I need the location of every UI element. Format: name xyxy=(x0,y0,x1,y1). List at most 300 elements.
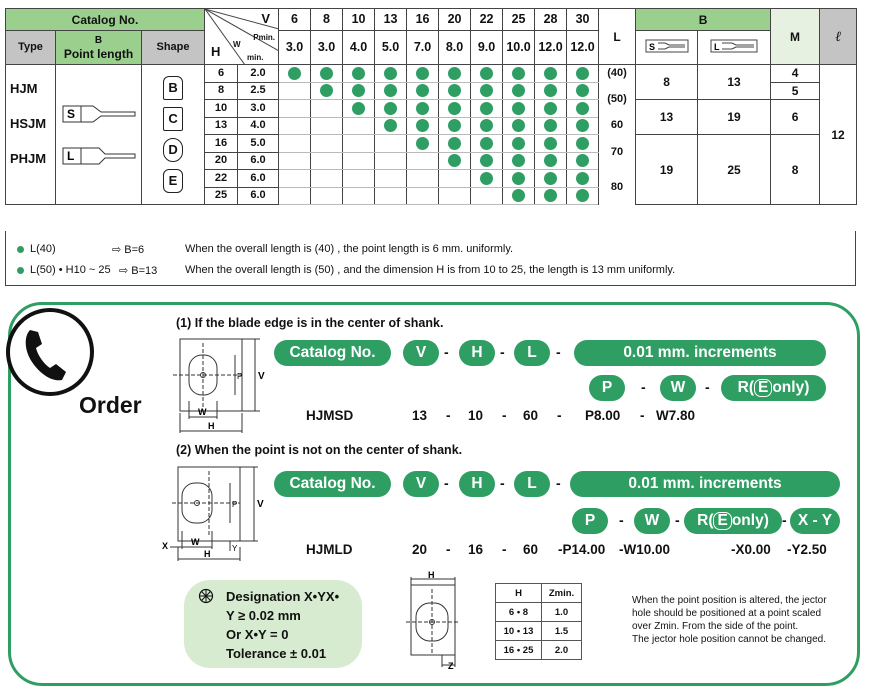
available-dot-icon xyxy=(384,67,397,80)
b-s-header xyxy=(636,31,698,65)
available-dot-icon xyxy=(448,119,461,132)
dash: - xyxy=(556,475,561,491)
v-value: 25 xyxy=(503,9,535,31)
availability-cell xyxy=(343,135,375,153)
svg-text:V: V xyxy=(257,499,264,510)
shape-badge-c: C xyxy=(163,107,183,131)
availability-cell xyxy=(503,187,535,205)
zmin-value: 2.0 xyxy=(542,641,582,660)
dash: - xyxy=(619,512,624,528)
pmin-label: Pmin. xyxy=(253,33,276,42)
availability-cell xyxy=(535,135,567,153)
available-dot-icon xyxy=(576,154,589,167)
example2-h: 16 xyxy=(468,542,484,557)
pmin-value: 4.0 xyxy=(343,31,375,65)
e-shape-badge: E xyxy=(713,512,731,530)
available-dot-icon xyxy=(320,84,333,97)
w-value: 4.0 xyxy=(238,117,279,135)
v-value: 30 xyxy=(567,9,599,31)
example1-l: 60 xyxy=(523,408,539,423)
b-l-value: 13 xyxy=(698,65,771,100)
l-value: 80 xyxy=(599,170,636,205)
available-dot-icon xyxy=(512,189,525,202)
availability-cell xyxy=(279,100,311,118)
availability-cell xyxy=(279,82,311,100)
availability-cell xyxy=(439,65,471,83)
example2-catalog: HJMLD xyxy=(306,542,353,557)
x-y-pill: X - Y xyxy=(790,508,840,534)
available-dot-icon xyxy=(512,67,525,80)
availability-cell xyxy=(439,82,471,100)
l-pill: L xyxy=(514,471,550,497)
availability-cell xyxy=(471,117,503,135)
type-name: HSJM xyxy=(10,116,47,131)
availability-cell xyxy=(311,170,343,188)
type-cell xyxy=(6,65,56,205)
table-row xyxy=(6,65,857,83)
example2-y: -Y2.50 xyxy=(787,542,827,557)
available-dot-icon xyxy=(448,84,461,97)
available-dot-icon xyxy=(512,102,525,115)
note-2-text: When the overall length is (50) , and the dimension H is from 10 to 25, the length is 13 mm uniformly. xyxy=(185,264,676,276)
type-name: HJM xyxy=(10,81,38,96)
h-value: 22 xyxy=(205,170,238,188)
note-1-result: ⇨ B=6 xyxy=(112,244,145,256)
availability-cell xyxy=(311,117,343,135)
availability-cell xyxy=(407,152,439,170)
available-dot-icon xyxy=(576,102,589,115)
b-s-value: 8 xyxy=(636,65,698,100)
svg-text:S: S xyxy=(648,42,655,52)
note-1-text: When the overall length is (40) , the point length is 6 mm. uniformly. xyxy=(185,243,514,255)
svg-text:L: L xyxy=(714,42,720,52)
available-dot-icon xyxy=(416,137,429,150)
catalog-no-pill: Catalog No. xyxy=(274,340,391,366)
zmin-h: 10 • 13 xyxy=(496,622,542,641)
availability-cell xyxy=(503,135,535,153)
phone-icon xyxy=(0,306,100,396)
h-value: 25 xyxy=(205,187,238,205)
example2-v: 20 xyxy=(412,542,428,557)
r-e-only-pill xyxy=(684,508,782,534)
available-dot-icon xyxy=(288,67,301,80)
r-suffix: only) xyxy=(772,379,810,396)
b-sublabel: B xyxy=(94,34,103,46)
zmin-value: 1.0 xyxy=(542,603,582,622)
zmin-header-h: H xyxy=(496,584,542,603)
w-value: 2.5 xyxy=(238,82,279,100)
availability-cell xyxy=(343,117,375,135)
bullet-icon xyxy=(17,267,24,274)
point-length-header xyxy=(56,31,142,65)
availability-cell xyxy=(343,187,375,205)
availability-cell xyxy=(311,187,343,205)
availability-cell xyxy=(439,135,471,153)
w-value: 2.0 xyxy=(238,65,279,83)
w-value: 6.0 xyxy=(238,187,279,205)
availability-cell xyxy=(535,117,567,135)
availability-cell xyxy=(471,170,503,188)
availability-cell xyxy=(279,135,311,153)
availability-cell xyxy=(343,170,375,188)
dash: - xyxy=(705,379,710,395)
h-pill: H xyxy=(459,471,495,497)
availability-cell xyxy=(439,117,471,135)
p-pill: P xyxy=(572,508,608,534)
availability-cell xyxy=(567,65,599,83)
h-value: 16 xyxy=(205,135,238,153)
example1-catalog: HJMSD xyxy=(306,408,354,423)
l-value: 60 xyxy=(599,117,636,135)
example1-w: W7.80 xyxy=(656,408,696,423)
availability-cell xyxy=(567,170,599,188)
v-value: 8 xyxy=(311,9,343,31)
availability-cell xyxy=(567,135,599,153)
designation-line1: Designation X•YX• xyxy=(226,589,340,604)
available-dot-icon xyxy=(384,84,397,97)
availability-cell xyxy=(439,170,471,188)
designation-line3: Or X•Y = 0 xyxy=(226,627,289,642)
available-dot-icon xyxy=(480,137,493,150)
shape-badge-b: B xyxy=(163,76,183,100)
availability-cell xyxy=(279,152,311,170)
hvw-diagonal-header xyxy=(205,9,279,65)
increments-pill: 0.01 mm. increments xyxy=(574,340,826,366)
availability-cell xyxy=(567,100,599,118)
available-dot-icon xyxy=(448,154,461,167)
available-dot-icon xyxy=(448,67,461,80)
offset-blade-diagram xyxy=(158,461,272,571)
w-label: W xyxy=(233,40,241,49)
dash: - xyxy=(500,475,505,491)
dash: - xyxy=(640,408,645,423)
availability-cell xyxy=(279,65,311,83)
available-dot-icon xyxy=(480,102,493,115)
availability-cell xyxy=(279,170,311,188)
h-value: 10 xyxy=(205,100,238,118)
l-pill: L xyxy=(514,340,550,366)
point-length-cell xyxy=(56,65,142,205)
svg-text:Y: Y xyxy=(232,544,238,553)
l-tip-icon xyxy=(710,39,758,53)
b-s-value: 13 xyxy=(636,100,698,135)
h-value: 20 xyxy=(205,152,238,170)
s-tip-icon xyxy=(645,39,689,53)
available-dot-icon xyxy=(416,67,429,80)
availability-cell xyxy=(535,65,567,83)
p-pill: P xyxy=(589,375,625,401)
available-dot-icon xyxy=(416,102,429,115)
available-dot-icon xyxy=(416,119,429,132)
ell-header: ℓ xyxy=(820,9,857,65)
availability-cell xyxy=(407,117,439,135)
availability-cell xyxy=(471,65,503,83)
note-2-result: ⇨ B=13 xyxy=(119,265,158,277)
m-value: 4 xyxy=(771,65,820,83)
availability-cell xyxy=(311,135,343,153)
center-blade-diagram xyxy=(170,335,270,440)
v-pill: V xyxy=(403,340,439,366)
asterisk-circle-icon xyxy=(198,588,214,604)
z-position-diagram xyxy=(402,571,472,671)
r-e-only-pill xyxy=(721,375,826,401)
available-dot-icon xyxy=(544,67,557,80)
section1-title: (1) If the blade edge is in the center of shank. xyxy=(176,316,444,330)
b-l-value: 25 xyxy=(698,135,771,205)
w-pill: W xyxy=(660,375,696,401)
v-label: V xyxy=(261,11,271,26)
dash: - xyxy=(502,408,507,423)
example2-l: 60 xyxy=(523,542,539,557)
pmin-value: 7.0 xyxy=(407,31,439,65)
m-value: 6 xyxy=(771,100,820,135)
svg-text:S: S xyxy=(66,107,75,121)
blade-shapes-icon xyxy=(57,88,141,178)
section2-title: (2) When the point is not on the center of shank. xyxy=(176,443,463,457)
r-prefix: R( xyxy=(697,512,714,529)
l-value: (50) xyxy=(599,82,636,117)
availability-cell xyxy=(311,65,343,83)
designation-line2: Y ≥ 0.02 mm xyxy=(226,608,301,623)
example1-h: 10 xyxy=(468,408,484,423)
availability-cell xyxy=(567,82,599,100)
catalog-no-header: Catalog No. xyxy=(6,9,205,31)
h-value: 13 xyxy=(205,117,238,135)
v-value: 13 xyxy=(375,9,407,31)
availability-cell xyxy=(279,187,311,205)
jector-note-line: When the point position is altered, the jector xyxy=(632,595,827,606)
zmin-h: 6 • 8 xyxy=(496,603,542,622)
increments-pill: 0.01 mm. increments xyxy=(570,471,840,497)
availability-cell xyxy=(375,117,407,135)
available-dot-icon xyxy=(512,154,525,167)
available-dot-icon xyxy=(576,84,589,97)
dash: - xyxy=(446,542,451,557)
svg-text:L: L xyxy=(66,149,74,163)
available-dot-icon xyxy=(512,137,525,150)
available-dot-icon xyxy=(544,102,557,115)
availability-cell xyxy=(535,100,567,118)
v-value: 10 xyxy=(343,9,375,31)
svg-text:W: W xyxy=(191,537,200,547)
available-dot-icon xyxy=(416,84,429,97)
pmin-value: 3.0 xyxy=(311,31,343,65)
availability-cell xyxy=(407,82,439,100)
availability-cell xyxy=(375,187,407,205)
order-title: Order xyxy=(79,392,142,418)
availability-cell xyxy=(439,100,471,118)
zmin-value: 1.5 xyxy=(542,622,582,641)
availability-cell xyxy=(375,65,407,83)
note-condition: L(50) • H10 ~ 25 xyxy=(30,264,111,276)
available-dot-icon xyxy=(480,154,493,167)
pmin-value: 5.0 xyxy=(375,31,407,65)
example2-w: -W10.00 xyxy=(619,542,671,557)
available-dot-icon xyxy=(480,172,493,185)
dash: - xyxy=(500,344,505,360)
svg-text:H: H xyxy=(428,571,435,580)
availability-cell xyxy=(503,170,535,188)
available-dot-icon xyxy=(512,84,525,97)
available-dot-icon xyxy=(480,84,493,97)
available-dot-icon xyxy=(320,67,333,80)
available-dot-icon xyxy=(544,189,557,202)
dash: - xyxy=(446,408,451,423)
catalog-no-pill: Catalog No. xyxy=(274,471,391,497)
designation-box xyxy=(184,580,362,668)
availability-cell xyxy=(279,117,311,135)
availability-cell xyxy=(471,82,503,100)
availability-cell xyxy=(311,152,343,170)
point-length-label: Point length xyxy=(63,46,134,61)
r-suffix: only) xyxy=(731,512,769,529)
v-pill: V xyxy=(403,471,439,497)
availability-cell xyxy=(503,117,535,135)
availability-cell xyxy=(471,152,503,170)
availability-cell xyxy=(343,65,375,83)
availability-cell xyxy=(535,82,567,100)
svg-text:V: V xyxy=(258,371,265,382)
availability-cell xyxy=(407,170,439,188)
r-prefix: R( xyxy=(737,379,754,396)
h-pill: H xyxy=(459,340,495,366)
h-value: 8 xyxy=(205,82,238,100)
v-value: 22 xyxy=(471,9,503,31)
pmin-value: 12.0 xyxy=(567,31,599,65)
dash: - xyxy=(444,475,449,491)
w-value: 6.0 xyxy=(238,170,279,188)
availability-cell xyxy=(311,82,343,100)
available-dot-icon xyxy=(576,189,589,202)
available-dot-icon xyxy=(352,84,365,97)
availability-cell xyxy=(343,82,375,100)
b-header: B xyxy=(636,9,771,31)
available-dot-icon xyxy=(544,84,557,97)
note-1 xyxy=(17,243,56,255)
jector-note xyxy=(632,594,827,646)
designation-line4: Tolerance ± 0.01 xyxy=(226,646,327,661)
jector-note-line: hole should be positioned at a point scaled xyxy=(632,608,822,619)
available-dot-icon xyxy=(576,67,589,80)
w-pill: W xyxy=(634,508,670,534)
note-2 xyxy=(17,264,111,276)
bullet-icon xyxy=(17,246,24,253)
availability-cell xyxy=(503,65,535,83)
dash: - xyxy=(502,542,507,557)
v-value: 20 xyxy=(439,9,471,31)
availability-cell xyxy=(535,170,567,188)
shape-badge-e: E xyxy=(163,169,183,193)
example1-v: 13 xyxy=(412,408,428,423)
dash: - xyxy=(675,512,680,528)
available-dot-icon xyxy=(448,102,461,115)
m-value: 5 xyxy=(771,82,820,100)
availability-cell xyxy=(471,187,503,205)
availability-cell xyxy=(407,65,439,83)
availability-cell xyxy=(439,152,471,170)
m-value: 8 xyxy=(771,135,820,205)
jector-note-line: over Zmin. From the side of the point. xyxy=(632,621,799,632)
l-value: 70 xyxy=(599,135,636,170)
svg-text:W: W xyxy=(198,407,207,417)
jector-note-line: The jector hole position cannot be changed. xyxy=(632,634,827,645)
h-label: H xyxy=(211,44,221,59)
available-dot-icon xyxy=(480,67,493,80)
available-dot-icon xyxy=(512,172,525,185)
available-dot-icon xyxy=(384,102,397,115)
svg-text:P: P xyxy=(237,372,243,381)
available-dot-icon xyxy=(448,137,461,150)
available-dot-icon xyxy=(544,137,557,150)
ell-value: 12 xyxy=(820,65,857,205)
availability-cell xyxy=(535,187,567,205)
availability-cell xyxy=(407,187,439,205)
availability-cell xyxy=(471,135,503,153)
dash: - xyxy=(782,512,787,528)
example2-x: -X0.00 xyxy=(731,542,771,557)
availability-cell xyxy=(375,100,407,118)
availability-cell xyxy=(375,170,407,188)
availability-cell xyxy=(567,117,599,135)
svg-text:P: P xyxy=(232,500,238,509)
b-s-value: 19 xyxy=(636,135,698,205)
h-value: 6 xyxy=(205,65,238,83)
available-dot-icon xyxy=(576,119,589,132)
pmin-value: 10.0 xyxy=(503,31,535,65)
pmin-value: 12.0 xyxy=(535,31,567,65)
l-value: (40) xyxy=(599,65,636,83)
zmin-h: 16 • 25 xyxy=(496,641,542,660)
pmin-value: 3.0 xyxy=(279,31,311,65)
available-dot-icon xyxy=(512,119,525,132)
availability-cell xyxy=(407,100,439,118)
svg-text:X: X xyxy=(162,541,169,551)
b-l-header xyxy=(698,31,771,65)
availability-cell xyxy=(535,152,567,170)
available-dot-icon xyxy=(544,119,557,132)
availability-cell xyxy=(471,100,503,118)
available-dot-icon xyxy=(480,119,493,132)
available-dot-icon xyxy=(352,102,365,115)
w-value: 3.0 xyxy=(238,100,279,118)
availability-cell xyxy=(343,152,375,170)
type-header: Type xyxy=(6,31,56,65)
dash: - xyxy=(444,344,449,360)
m-header: M xyxy=(771,9,820,65)
availability-cell xyxy=(503,152,535,170)
availability-cell xyxy=(375,135,407,153)
spec-table xyxy=(5,8,857,205)
availability-cell xyxy=(439,187,471,205)
availability-cell xyxy=(503,100,535,118)
availability-cell xyxy=(503,82,535,100)
availability-cell xyxy=(311,100,343,118)
notes-box xyxy=(5,231,856,286)
availability-cell xyxy=(375,82,407,100)
zmin-table xyxy=(495,583,582,660)
available-dot-icon xyxy=(576,137,589,150)
available-dot-icon xyxy=(576,172,589,185)
available-dot-icon xyxy=(544,172,557,185)
pmin-value: 8.0 xyxy=(439,31,471,65)
availability-cell xyxy=(407,135,439,153)
available-dot-icon xyxy=(384,119,397,132)
svg-text:H: H xyxy=(208,421,215,431)
availability-cell xyxy=(567,152,599,170)
type-name: PHJM xyxy=(10,151,47,166)
v-value: 6 xyxy=(279,9,311,31)
svg-text:H: H xyxy=(204,549,211,559)
